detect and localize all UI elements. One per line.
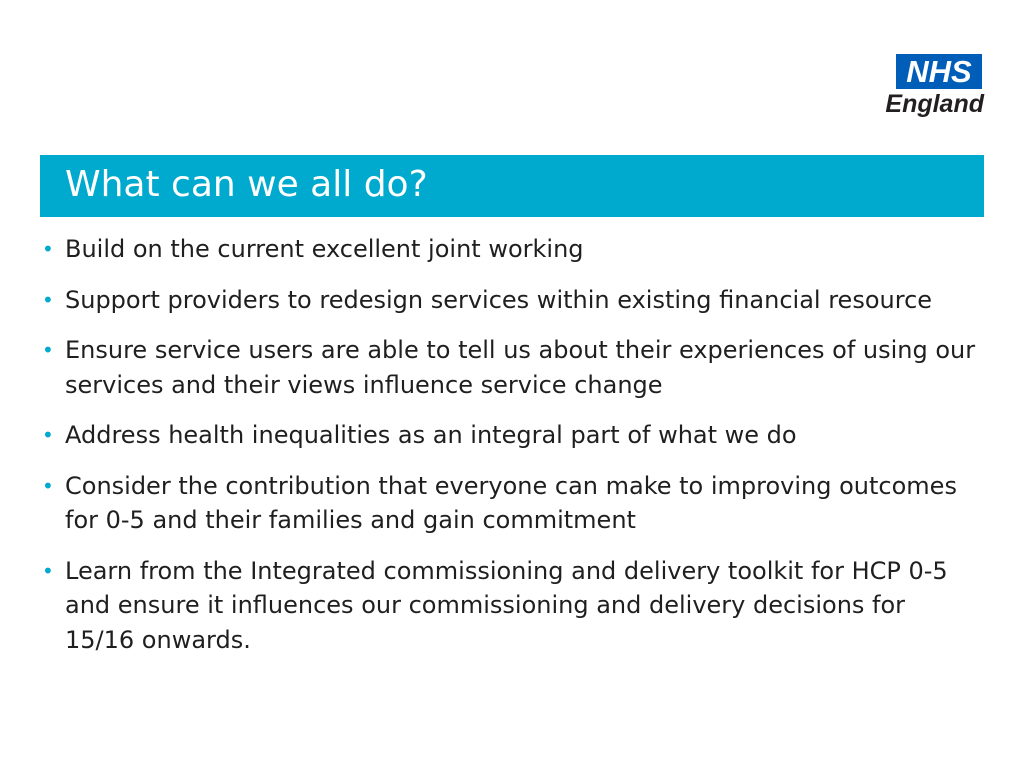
slide-title: What can we all do?: [65, 164, 428, 205]
bullet-list: [40, 232, 980, 673]
logo-nhs-text: NHS: [906, 54, 972, 89]
bullet-text: Learn from the Integrated commissioning and delivery toolkit for HCP 0-5 and ensure it influences our commissioning and delivery decisions for 15/16 onwards.: [65, 556, 948, 654]
bullet-text: Address health inequalities as an integral part of what we do: [65, 421, 797, 449]
bullet-dot-icon: •: [42, 473, 54, 498]
bullet-item: [40, 418, 980, 453]
bullet-dot-icon: •: [42, 287, 54, 312]
bullet-item: [40, 283, 980, 318]
bullet-item: [40, 554, 980, 658]
bullet-dot-icon: •: [42, 338, 54, 362]
nhs-logo-icon: [896, 54, 982, 89]
bullet-item: [40, 333, 980, 402]
bullet-text: Ensure service users are able to tell us about their experiences of using our services and their views influence service change: [65, 336, 976, 399]
bullet-dot-icon: •: [42, 423, 54, 447]
bullet-item: [40, 469, 980, 538]
logo-england-text: England: [885, 90, 984, 118]
title-bar: [40, 155, 984, 217]
bullet-item: [40, 232, 980, 267]
bullet-dot-icon: •: [42, 558, 54, 583]
bullet-text: Consider the contribution that everyone can make to improving outcomes for 0-5 and their families and gain commitment: [65, 471, 957, 534]
bullet-dot-icon: •: [42, 237, 54, 261]
bullet-text: Build on the current excellent joint working: [65, 235, 584, 263]
bullet-text: Support providers to redesign services within existing financial resource: [65, 285, 933, 314]
